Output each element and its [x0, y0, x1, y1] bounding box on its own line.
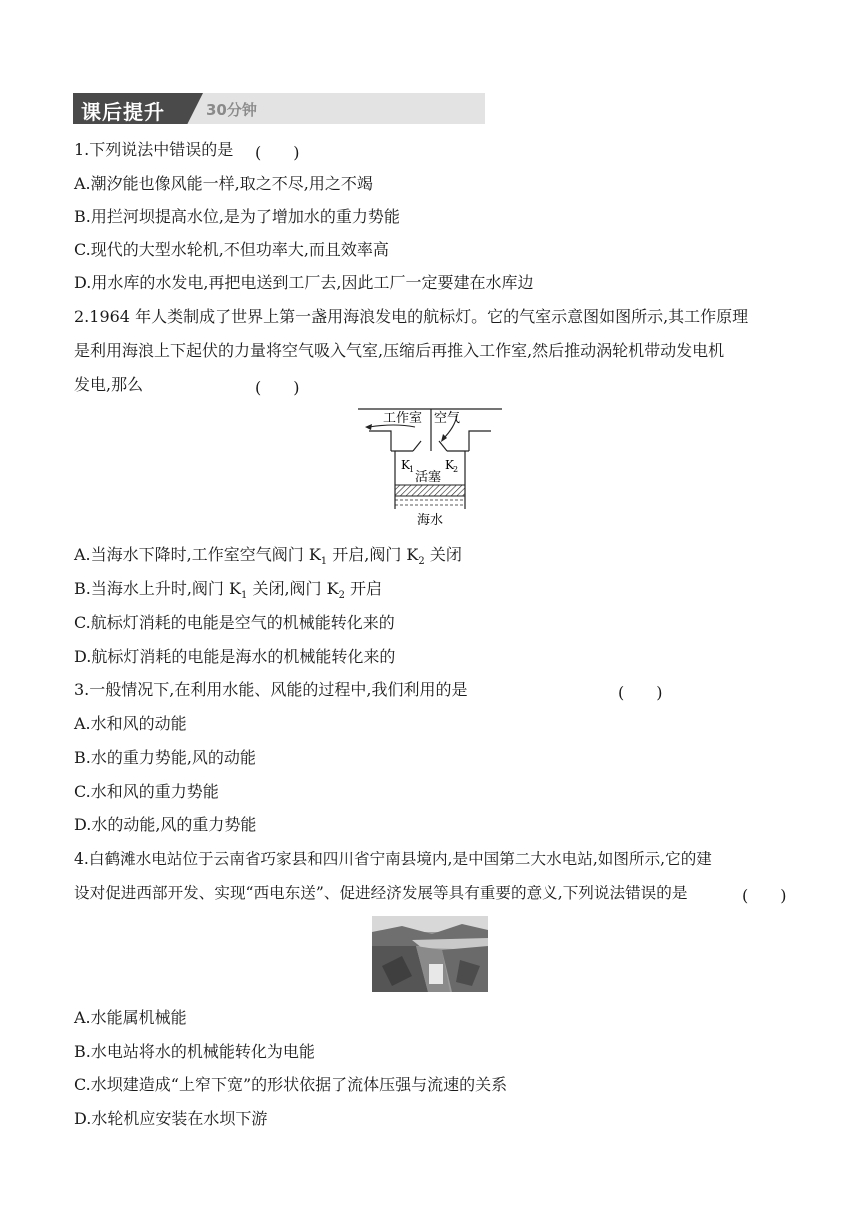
piston	[395, 485, 465, 496]
q3-stem: 3.一般情况下,在利用水能、风能的过程中,我们利用的是	[74, 680, 468, 699]
q2-stem-line2: 是利用海浪上下起伏的力量将空气吸入气室,压缩后再推入工作室,然后推动涡轮机带动发电机	[74, 341, 725, 360]
label-k1: K	[401, 458, 410, 472]
air-chamber-diagram	[355, 405, 505, 531]
label-workroom: 工作室	[383, 411, 423, 426]
q1-option-a: A.潮汐能也像风能一样,取之不尽,用之不竭	[74, 174, 373, 193]
valve-k2	[439, 441, 447, 451]
q4-option-a: A.水能属机械能	[74, 1008, 187, 1027]
q2-option-a: A.当海水下降时,工作室空气阀门 $K_1$ 开启,阀门 $K_2$ 关闭	[74, 545, 462, 568]
hydropower-dam-photo	[372, 916, 488, 992]
q2-stem-line3: 发电,那么	[74, 375, 144, 394]
q2-option-d: D.航标灯消耗的电能是海水的机械能转化来的	[74, 647, 396, 666]
q1-option-c: C.现代的大型水轮机,不但功率大,而且效率高	[74, 240, 389, 259]
q3-option-c: C.水和风的重力势能	[74, 782, 219, 801]
diagram-right-wall	[469, 431, 491, 451]
q3-option-b: B.水的重力势能,风的动能	[74, 748, 256, 767]
q2-option-c: C.航标灯消耗的电能是空气的机械能转化来的	[74, 613, 395, 632]
q2-stem-line1: 2.1964 年人类制成了世界上第一盏用海浪发电的航标灯。它的气室示意图如图所示,其工作原理	[74, 307, 749, 326]
q1-answer-paren: ( )	[255, 143, 300, 162]
banner-duration: 30分钟	[206, 101, 257, 119]
label-k2-sub: 2	[453, 465, 459, 474]
q1-option-b: B.用拦河坝提高水位,是为了增加水的重力势能	[74, 207, 400, 226]
section-banner	[73, 93, 485, 124]
banner-title: 课后提升	[81, 100, 165, 124]
label-piston: 活塞	[415, 470, 442, 485]
diagram-left-wall	[369, 431, 391, 451]
q4-option-b: B.水电站将水的机械能转化为电能	[74, 1042, 315, 1061]
q3-answer-paren: ( )	[618, 683, 663, 702]
valve-k1	[413, 441, 421, 451]
label-air: 空气	[434, 411, 461, 426]
q4-answer-paren: ( )	[742, 886, 787, 905]
label-k2: K	[445, 458, 454, 472]
q2-answer-paren: ( )	[255, 378, 300, 397]
q4-option-c: C.水坝建造成“上窄下宽”的形状依据了流体压强与流速的关系	[74, 1075, 508, 1094]
q3-option-d: D.水的动能,风的重力势能	[74, 815, 257, 834]
q1-stem: 1.下列说法中错误的是	[74, 140, 234, 159]
q4-stem-line2: 设对促进西部开发、实现“西电东送”、促进经济发展等具有重要的意义,下列说法错误的是	[74, 884, 688, 902]
q4-option-d: D.水轮机应安装在水坝下游	[74, 1109, 268, 1128]
label-sea: 海水	[417, 513, 444, 528]
q1-option-d: D.用水库的水发电,再把电送到工厂去,因此工厂一定要建在水库边	[74, 273, 534, 292]
q3-option-a: A.水和风的动能	[74, 714, 187, 733]
q4-stem-line1: 4.白鹤滩水电站位于云南省巧家县和四川省宁南县境内,是中国第二大水电站,如图所示,它的建	[74, 850, 712, 868]
q2-option-b: B.当海水上升时,阀门 $K_1$ 关闭,阀门 $K_2$ 开启	[74, 579, 383, 602]
label-k1-sub: 1	[409, 465, 415, 474]
